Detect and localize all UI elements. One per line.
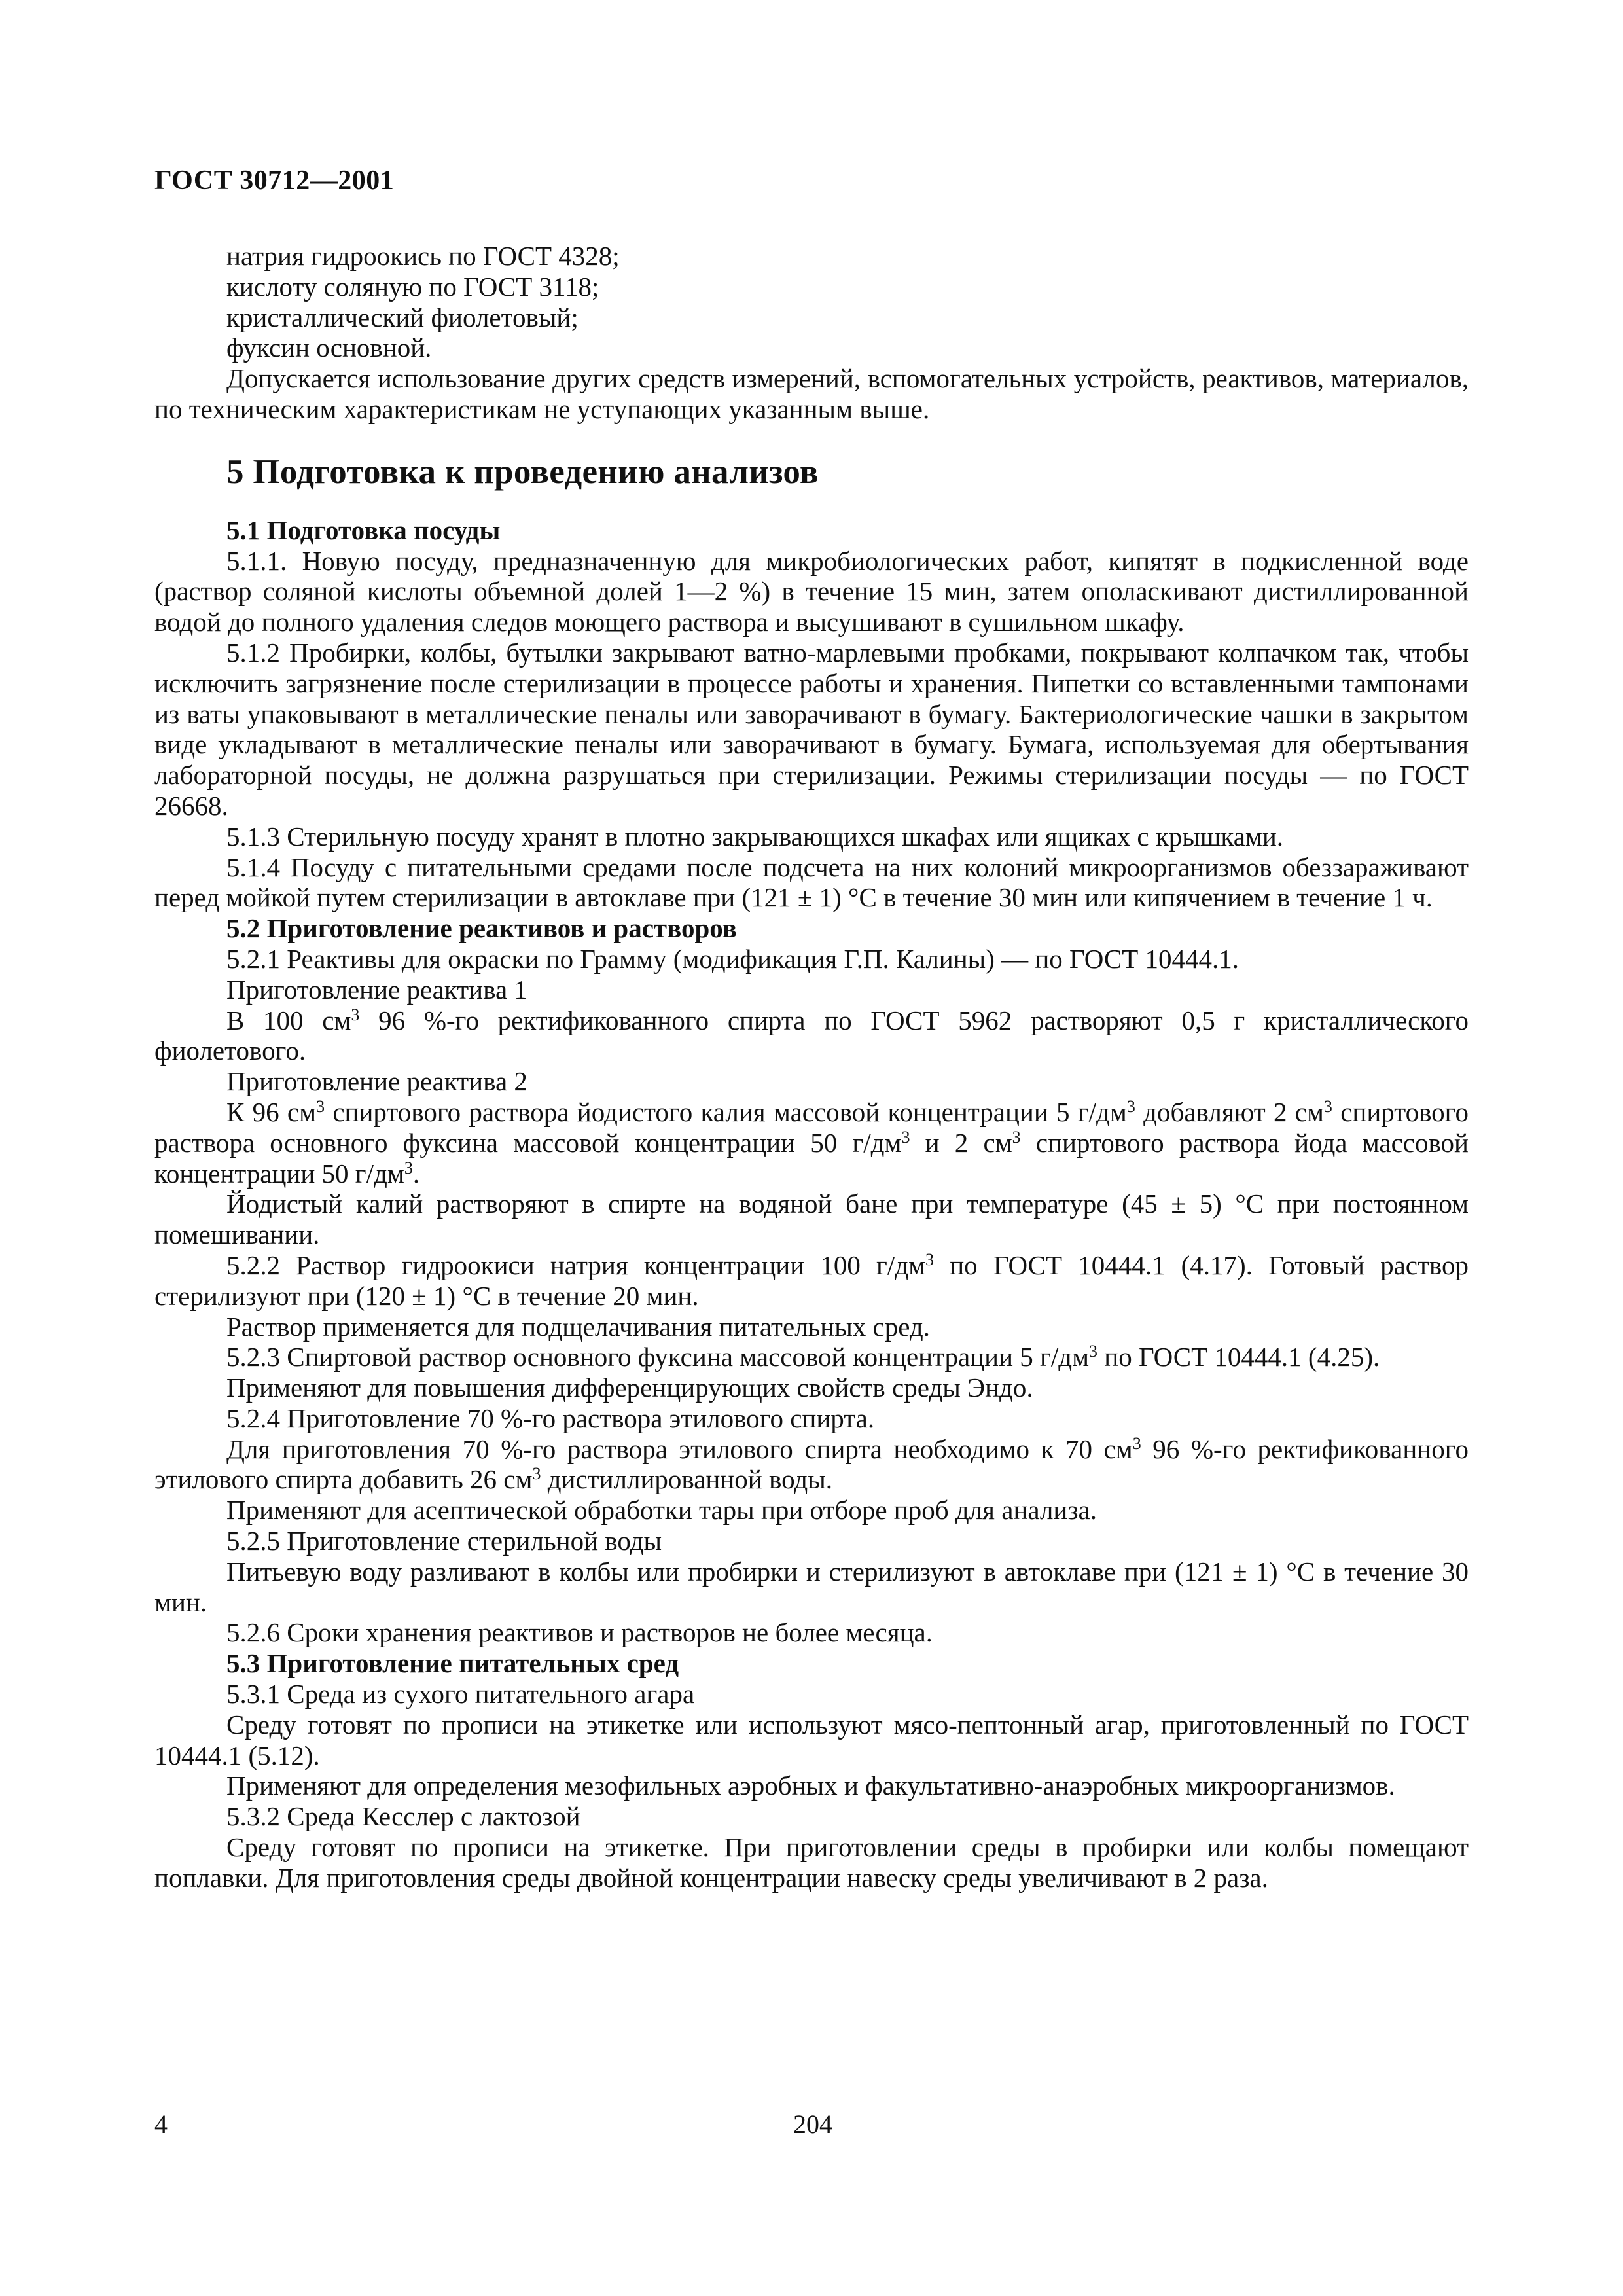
- document-code-header: ГОСТ 30712—2001: [154, 166, 395, 196]
- section-5-title: 5 Подготовка к проведению анализов: [226, 452, 819, 491]
- subsection-5-1-title: 5.1 Подготовка посуды: [226, 514, 501, 545]
- list-item: кислоту соляную по ГОСТ 3118;: [226, 271, 599, 302]
- paragraph-5-2-5: 5.2.5 Приготовление стерильной воды: [226, 1526, 662, 1556]
- paragraph-5-2-1: 5.2.1 Реактивы для окраски по Грамму (модификация Г.П. Калины) — по ГОСТ 10444.1.: [226, 943, 1239, 974]
- iodide-paragraph: Йодистый калий растворяют в спирте на водяной бане при температуре (45 ± 5) °С при постоянном помешивании.: [154, 1189, 1469, 1250]
- paragraph-5-2-6: 5.2.6 Сроки хранения реактивов и растворов не более месяца.: [226, 1617, 933, 1648]
- paragraph-5-3-2: 5.3.2 Среда Кесслер с лактозой: [226, 1801, 580, 1832]
- list-item: натрия гидроокись по ГОСТ 4328;: [226, 241, 620, 271]
- paragraph-5-1-4: 5.1.4 Посуду с питательными средами после подсчета на них колоний микроорганизмов обеззараживают перед мойкой путем стерилизации в автоклаве при (121 ± 1) °С в течение 30 мин или кипячением в течение 1 ч.: [154, 852, 1469, 913]
- subsection-5-2-title: 5.2 Приготовление реактивов и растворов: [226, 913, 737, 944]
- paragraph-5-3-1: 5.3.1 Среда из сухого питательного агара: [226, 1679, 695, 1710]
- list-item: кристаллический фиолетовый;: [226, 302, 579, 332]
- paragraph-5-3-1-text: Среду готовят по прописи на этикетке или используют мясо-пептонный агар, приготовленный по ГОСТ 10444.1 (5.12).: [154, 1709, 1469, 1770]
- paragraph-5-3-2-text: Среду готовят по прописи на этикетке. При приготовлении среды в пробирки или колбы помещают поплавки. Для приготовления среды двойной концентрации навеску среды увеличивают в 2 раза.: [154, 1832, 1469, 1893]
- reagent-1-label: Приготовление реактива 1: [226, 974, 527, 1005]
- reagent-1-text: В 100 $см^3$ 96 %-го ректификованного спирта по ГОСТ 5962 растворяют 0,5 г кристаллического фиолетового.: [154, 1005, 1469, 1066]
- paragraph-5-2-4-use: Применяют для асептической обработки тары при отборе проб для анализа.: [226, 1495, 1097, 1526]
- paragraph-5-2-4-text: Для приготовления 70 %-го раствора этилового спирта необходимо к 70 $см^3$ 96 %-го ректификованного этилового спирта добавить 26 $см^3$ дистиллированной воды.: [154, 1433, 1469, 1495]
- page-number: 4: [154, 2109, 168, 2139]
- document-body: [154, 241, 1469, 1893]
- paragraph-5-2-2: 5.2.2 Раствор гидроокиси натрия концентрации 100 $г/дм^3$ по ГОСТ 10444.1 (4.17). Готовый раствор стерилизуют при (120 ± 1) °С в течение 20 мин.: [154, 1249, 1469, 1311]
- reagent-2-label: Приготовление реактива 2: [226, 1066, 527, 1097]
- paragraph-5-2-2-use: Раствор применяется для подщелачивания питательных сред.: [226, 1311, 931, 1342]
- paragraph-5-2-3-use: Применяют для повышения дифференцирующих свойств среды Эндо.: [226, 1372, 1033, 1403]
- paragraph-5-1-1: 5.1.1. Новую посуду, предназначенную для микробиологических работ, кипятят в подкисленной воде (раствор соляной кислоты объемной долей 1—2 %) в течение 15 мин, затем ополаскивают дистиллированной водой до полного удаления следов моющего раствора и высушивают в сушильном шкафу.: [154, 545, 1469, 637]
- paragraph-5-2-3: 5.2.3 Спиртовой раствор основного фуксина массовой концентрации 5 $г/дм^3$ по ГОСТ 10444.1 (4.25).: [226, 1342, 1380, 1372]
- sheet-number: 204: [793, 2109, 832, 2139]
- list-item: фуксин основной.: [226, 332, 432, 363]
- paragraph-5-1-2: 5.1.2 Пробирки, колбы, бутылки закрывают ватно-марлевыми пробками, покрывают колпачком так, чтобы исключить загрязнение после стерилизации в процессе работы и хранения. Пипетки со вставленными тампонами из ваты упаковывают в металлические пеналы или заворачивают в бумагу. Бактериологические чашки в закрытом виде укладывают в металлические пеналы или заворачивают в бумагу. Бумага, используемая для обертывания лабораторной посуды, не должна разрушаться при стерилизации. Режимы стерилизации посуды — по ГОСТ 26668.: [154, 637, 1469, 821]
- subsection-5-3-title: 5.3 Приготовление питательных сред: [226, 1648, 679, 1679]
- paragraph-5-1-3: 5.1.3 Стерильную посуду хранят в плотно закрывающихся шкафах или ящиках с крышками.: [226, 821, 1284, 852]
- paragraph-5-2-5-text: Питьевую воду разливают в колбы или пробирки и стерилизуют в автоклаве при (121 ± 1) °С в течение 30 мин.: [154, 1556, 1469, 1617]
- paragraph-5-3-1-use: Применяют для определения мезофильных аэробных и факультативно-анаэробных микроорганизмов.: [226, 1770, 1395, 1801]
- paragraph-5-2-4: 5.2.4 Приготовление 70 %-го раствора этилового спирта.: [226, 1403, 875, 1433]
- intro-paragraph: Допускается использование других средств измерений, вспомогательных устройств, реактивов, материалов, по техническим характеристикам не уступающих указанным выше.: [154, 363, 1469, 424]
- reagent-2-text: К 96 $см^3$ спиртового раствора йодистого калия массовой концентрации 5 $г/дм^3$ добавляют 2 $см^3$ спиртового раствора основного фуксина массовой концентрации 50 $г/дм^3$ и 2 $см^3$ спиртового раствора йода массовой концентрации 50 $г/дм^3$.: [154, 1096, 1469, 1189]
